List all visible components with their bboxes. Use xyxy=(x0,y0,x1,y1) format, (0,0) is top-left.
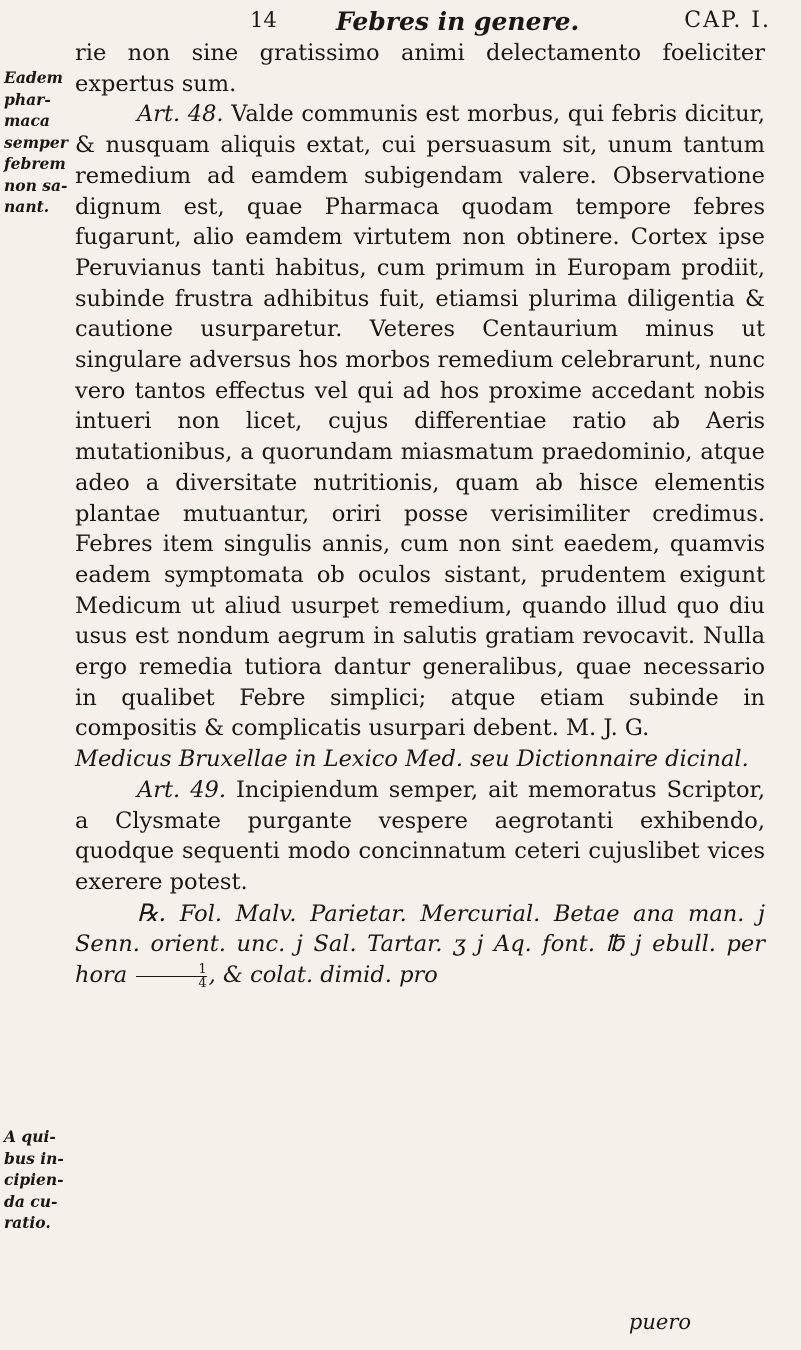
margin-line: febrem xyxy=(4,154,66,173)
margin-line: nant. xyxy=(4,197,50,216)
running-title: Febres in genere. xyxy=(336,7,580,36)
margin-line: non sa- xyxy=(4,175,68,195)
margin-note-2 xyxy=(4,1126,70,1234)
margin-line: ratio. xyxy=(4,1213,51,1232)
article-text: Incipiendum semper, ait memoratus Scriptor, a Clysmate purgante vespere aegrotanti exhibendo, quodque sequenti modo concinnatum ceteri cujuslibet vices exerere potest. xyxy=(75,776,765,895)
chapter-heading: CAP. I. xyxy=(684,8,771,33)
margin-line: A qui- xyxy=(4,1127,56,1146)
fraction-denominator: 4 xyxy=(136,976,206,990)
article-text: Valde communis est morbus, qui febris dicitur, & nusquam aliquis extat, cui persuasum sit, unum tantum remedium ad eamdem subigendam valere. Observatione dignum est, quae Pharmaca quodam tempore febres fugarunt, alio eamdem virtutem non obtinere. Cortex ipse Peruvianus tanti habitus, cum primum in Europam prodiit, subinde frustra adhibitus fuit, etiamsi plurima diligentia & cautione usurparetur. Veteres Centaurium minus ut singulare adversus hos morbos remedium celebrarunt, nunc vero tantos effectus vel qui ad hos proxime accedant nobis intueri non licet, cujus differentiae ratio ab Aeris mutationibus, a quorundam miasmatum praedominio, atque adeo a diversitate nutritionis, quam ab hisce elementis plantae mutuantur, oriri posse verisimiliter credimus. Febres item singulis annis, cum non sint eaedem, quamvis eadem symptomata ob oculos sistant, prudentem exigunt Medicum ut aliud usurpet remedium, quando illud quo diu usus est nondum aegrum in salutis gratiam revocavit. Nulla ergo remedia tutiora dantur generalibus, quae necessario in qualibet Febre simplici; atque etiam subinde in compositis & complicatis usurpari debent. M. J. G. xyxy=(75,101,765,742)
recipe-text: Fol. Malv. Parietar. Mercurial. Betae ana man. j Senn. orient. unc. j Sal. Tartar. ʒ j Aq. font. ℔ j ebull. per hora xyxy=(75,900,765,989)
fraction-numerator: 1 xyxy=(198,961,207,977)
margin-line: semper xyxy=(4,132,68,152)
main-text xyxy=(75,38,765,991)
citation: Medicus Bruxellae in Lexico Med. seu Dictionnaire dicinal. xyxy=(75,746,749,773)
article-49 xyxy=(75,775,765,898)
fraction xyxy=(136,963,206,990)
catchword: puero xyxy=(628,1310,691,1334)
running-header xyxy=(250,8,771,40)
margin-line: da cu- xyxy=(4,1191,58,1211)
recipe xyxy=(75,898,765,991)
page-number: 14 xyxy=(250,8,277,32)
margin-line: phar- xyxy=(4,89,51,109)
article-label: Art. 49. xyxy=(137,776,226,803)
margin-line: cipien- xyxy=(4,1170,64,1189)
margin-line: Eadem xyxy=(4,68,63,87)
margin-note-1 xyxy=(4,67,70,218)
paragraph-continuation: rie non sine gratissimo animi delectamento foeliciter expertus sum. xyxy=(75,40,765,97)
article-label: Art. 48. xyxy=(137,101,224,128)
margin-line: maca xyxy=(4,111,50,130)
recipe-symbol: ℞. xyxy=(137,898,167,927)
margin-line: bus in- xyxy=(4,1148,64,1168)
recipe-text-end: , & colat. dimid. pro xyxy=(208,962,438,989)
article-48 xyxy=(75,99,765,744)
